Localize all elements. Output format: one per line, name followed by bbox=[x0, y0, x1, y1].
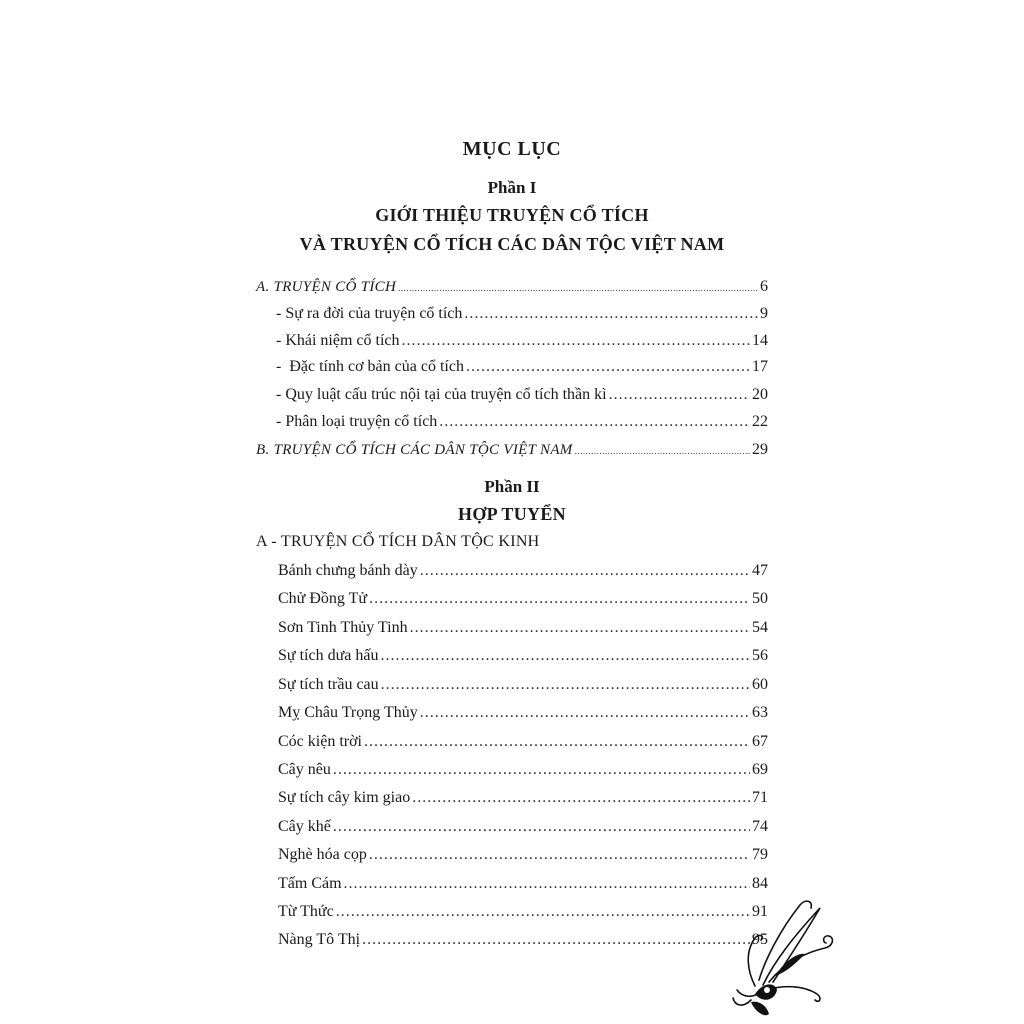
toc-entry-label: - Sự ra đời của truyện cổ tích bbox=[276, 305, 463, 322]
dot-leader bbox=[420, 561, 750, 581]
dot-leader bbox=[369, 589, 750, 609]
toc-entry-page: 9 bbox=[760, 305, 768, 322]
toc-entry bbox=[278, 703, 768, 723]
toc-entry-page: 69 bbox=[752, 761, 768, 778]
dot-leader bbox=[398, 278, 758, 298]
part1-label: Phần I bbox=[487, 178, 537, 197]
toc-entry-label: - Khái niệm cổ tích bbox=[276, 332, 400, 349]
toc-entry-page: 6 bbox=[760, 278, 768, 295]
toc-entry-page: 84 bbox=[752, 875, 768, 892]
toc-entry bbox=[278, 589, 768, 609]
toc-entry-page: 22 bbox=[752, 413, 768, 430]
toc-entry bbox=[278, 845, 768, 865]
toc-entry-label: Cóc kiện trời bbox=[278, 733, 362, 750]
toc-entry-label: - Quy luật cấu trúc nội tại của truyện cổ tích thần kì bbox=[276, 386, 607, 403]
toc-entry-label: B. TRUYỆN CỔ TÍCH CÁC DÂN TỘC VIỆT NAM bbox=[256, 442, 573, 458]
toc-entry-page: 79 bbox=[752, 846, 768, 863]
dot-leader bbox=[333, 760, 750, 780]
dot-leader bbox=[362, 930, 750, 950]
dot-leader bbox=[381, 675, 750, 695]
toc-entry-label: - Đặc tính cơ bản của cổ tích bbox=[276, 358, 464, 375]
toc-entry bbox=[278, 618, 768, 638]
toc-entry-page: 71 bbox=[752, 789, 768, 806]
dot-leader bbox=[336, 902, 750, 922]
dot-leader bbox=[333, 817, 750, 837]
dot-leader bbox=[575, 441, 750, 461]
toc-entry-page: 67 bbox=[752, 733, 768, 750]
toc-entry-page: 60 bbox=[752, 676, 768, 693]
part1-heading-line2: VÀ TRUYỆN CỔ TÍCH CÁC DÂN TỘC VIỆT NAM bbox=[299, 234, 725, 254]
toc-entry-section-b bbox=[256, 440, 768, 461]
part2-label: Phần II bbox=[484, 477, 540, 496]
toc-entry-page: 56 bbox=[752, 647, 768, 664]
toc-entry bbox=[278, 874, 768, 894]
toc-entry bbox=[278, 817, 768, 837]
toc-entry-label: Cây nêu bbox=[278, 761, 331, 778]
floral-ornament-icon bbox=[725, 890, 840, 1020]
dot-leader bbox=[344, 874, 750, 894]
toc-entry-label: Từ Thức bbox=[278, 903, 334, 920]
toc-entry bbox=[278, 561, 768, 581]
toc-entry bbox=[276, 304, 768, 324]
page-title: MỤC LỤC bbox=[462, 138, 562, 160]
toc-entry bbox=[278, 760, 768, 780]
toc-entry bbox=[278, 788, 768, 808]
toc-entry bbox=[276, 412, 768, 432]
toc-entry bbox=[278, 646, 768, 666]
toc-entry-label: Tấm Cám bbox=[278, 875, 342, 892]
dot-leader bbox=[464, 304, 758, 324]
section-a-heading: A - TRUYỆN CỔ TÍCH DÂN TỘC KINH bbox=[256, 533, 540, 550]
toc-entry-page: 17 bbox=[752, 358, 768, 375]
part2-heading: HỢP TUYỂN bbox=[458, 504, 566, 524]
toc-entry-page: 20 bbox=[752, 386, 768, 403]
toc-entry-label: Sự tích dưa hấu bbox=[278, 647, 379, 664]
toc-entry bbox=[278, 902, 768, 922]
toc-entry-label: - Phân loại truyện cổ tích bbox=[276, 413, 438, 430]
dot-leader bbox=[364, 732, 750, 752]
toc-entry-section-a bbox=[256, 277, 768, 298]
dot-leader bbox=[420, 703, 750, 723]
toc-entry-page: 47 bbox=[752, 562, 768, 579]
toc-entry-label: A. TRUYỆN CỔ TÍCH bbox=[256, 279, 397, 295]
dot-leader bbox=[402, 331, 750, 351]
dot-leader bbox=[609, 385, 750, 405]
toc-entry-label: Sự tích cây kim giao bbox=[278, 789, 411, 806]
toc-entry-label: Nghè hóa cọp bbox=[278, 846, 367, 863]
toc-entry-page: 54 bbox=[752, 619, 768, 636]
toc-entry bbox=[278, 930, 768, 950]
toc-entry-label: Mỵ Châu Trọng Thủy bbox=[278, 704, 418, 721]
dot-leader bbox=[380, 646, 750, 666]
dot-leader bbox=[410, 618, 750, 638]
toc-entry bbox=[278, 675, 768, 695]
toc-entry bbox=[276, 331, 768, 351]
dot-leader bbox=[439, 412, 750, 432]
part1-heading-line1: GIỚI THIỆU TRUYỆN CỔ TÍCH bbox=[375, 205, 649, 225]
toc-entry-page: 14 bbox=[752, 332, 768, 349]
toc-entry bbox=[278, 732, 768, 752]
toc-entry-page: 95 bbox=[752, 931, 768, 948]
toc-entry-page: 74 bbox=[752, 818, 768, 835]
toc-entry-page: 91 bbox=[752, 903, 768, 920]
toc-entry-label: Sự tích trầu cau bbox=[278, 676, 379, 693]
toc-entry-label: Chử Đồng Tử bbox=[278, 590, 368, 607]
dot-leader bbox=[466, 357, 750, 377]
toc-entry-label: Cây khế bbox=[278, 818, 331, 835]
dot-leader bbox=[412, 788, 750, 808]
toc-entry-label: Nàng Tô Thị bbox=[278, 931, 361, 948]
toc-entry-page: 29 bbox=[752, 441, 768, 458]
toc-entry bbox=[276, 385, 768, 405]
dot-leader bbox=[369, 845, 750, 865]
toc-entry-label: Bánh chưng bánh dày bbox=[278, 562, 418, 579]
toc-entry-label: Sơn Tinh Thủy Tinh bbox=[278, 619, 408, 636]
toc-entry-page: 63 bbox=[752, 704, 768, 721]
toc-entry-page: 50 bbox=[752, 590, 768, 607]
toc-entry bbox=[276, 357, 768, 377]
